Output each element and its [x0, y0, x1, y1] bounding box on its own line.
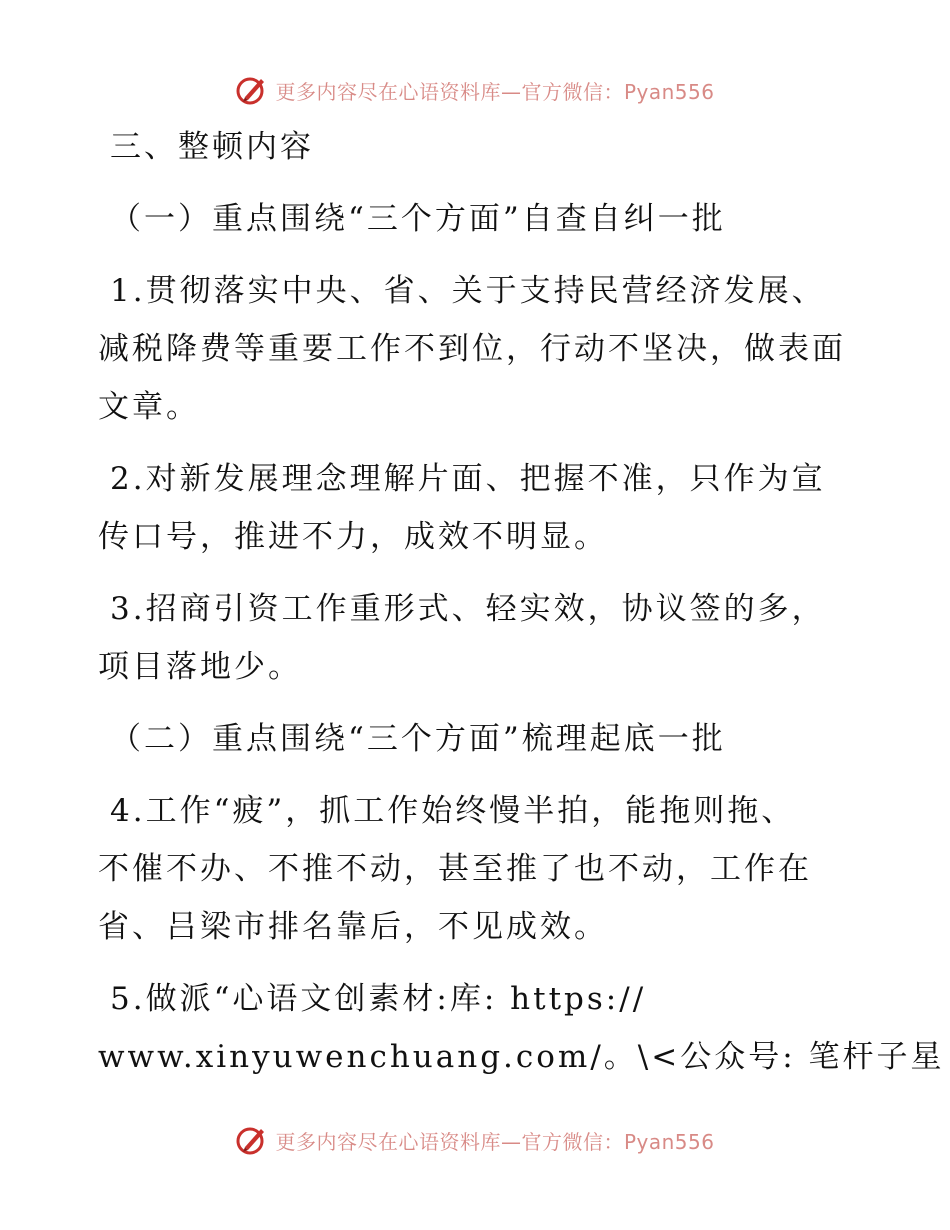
- document-body: [98, 118, 945, 1086]
- paragraph-line: 2.对新发展理念理解片面、把握不准，只作为宣: [110, 461, 826, 497]
- watermark-text: 更多内容尽在心语资料库—官方微信：Pyan556: [275, 1129, 715, 1154]
- pen-logo-icon: [235, 1123, 269, 1157]
- paragraph-line: 3.招商引资工作重形式、轻实效，协议签的多，: [110, 591, 826, 627]
- paragraph-line: 项目落地少。: [98, 649, 302, 685]
- paragraph-line: 5.做派“心语文创素材:库: https://: [110, 981, 647, 1017]
- paragraph-line: 省、吕梁市排名靠后，不见成效。: [98, 909, 608, 945]
- paragraph-line: 1.贯彻落实中央、省、关于支持民营经济发展、: [110, 273, 826, 309]
- paragraph-line: 不催不办、不推不动，甚至推了也不动，工作在: [98, 851, 812, 887]
- pen-logo-icon: [235, 73, 269, 107]
- section-heading: 三、整顿内容: [110, 129, 314, 165]
- watermark-group: [235, 73, 714, 107]
- watermark-text: 更多内容尽在心语资料库—官方微信：Pyan556: [275, 79, 715, 104]
- paragraph-line: 文章。: [98, 389, 200, 425]
- paragraph-line: 传口号，推进不力，成效不明显。: [98, 519, 608, 555]
- watermark-group: [235, 1123, 714, 1157]
- watermark-footer: [0, 1120, 950, 1160]
- paragraph-line: 减税降费等重要工作不到位，行动不坚决，做表面: [98, 331, 846, 367]
- paragraph-line: 4.工作“疲”，抓工作始终慢半拍，能拖则拖、: [110, 793, 796, 829]
- subsection-heading: （一）重点围绕“三个方面”自查自纠一批: [110, 201, 726, 237]
- paragraph-line: www.xinyuwenchuang.com/。\<公众号: 笔杆子星: [98, 1039, 945, 1075]
- subsection-heading: （二）重点围绕“三个方面”梳理起底一批: [110, 721, 726, 757]
- watermark-header: [0, 70, 950, 110]
